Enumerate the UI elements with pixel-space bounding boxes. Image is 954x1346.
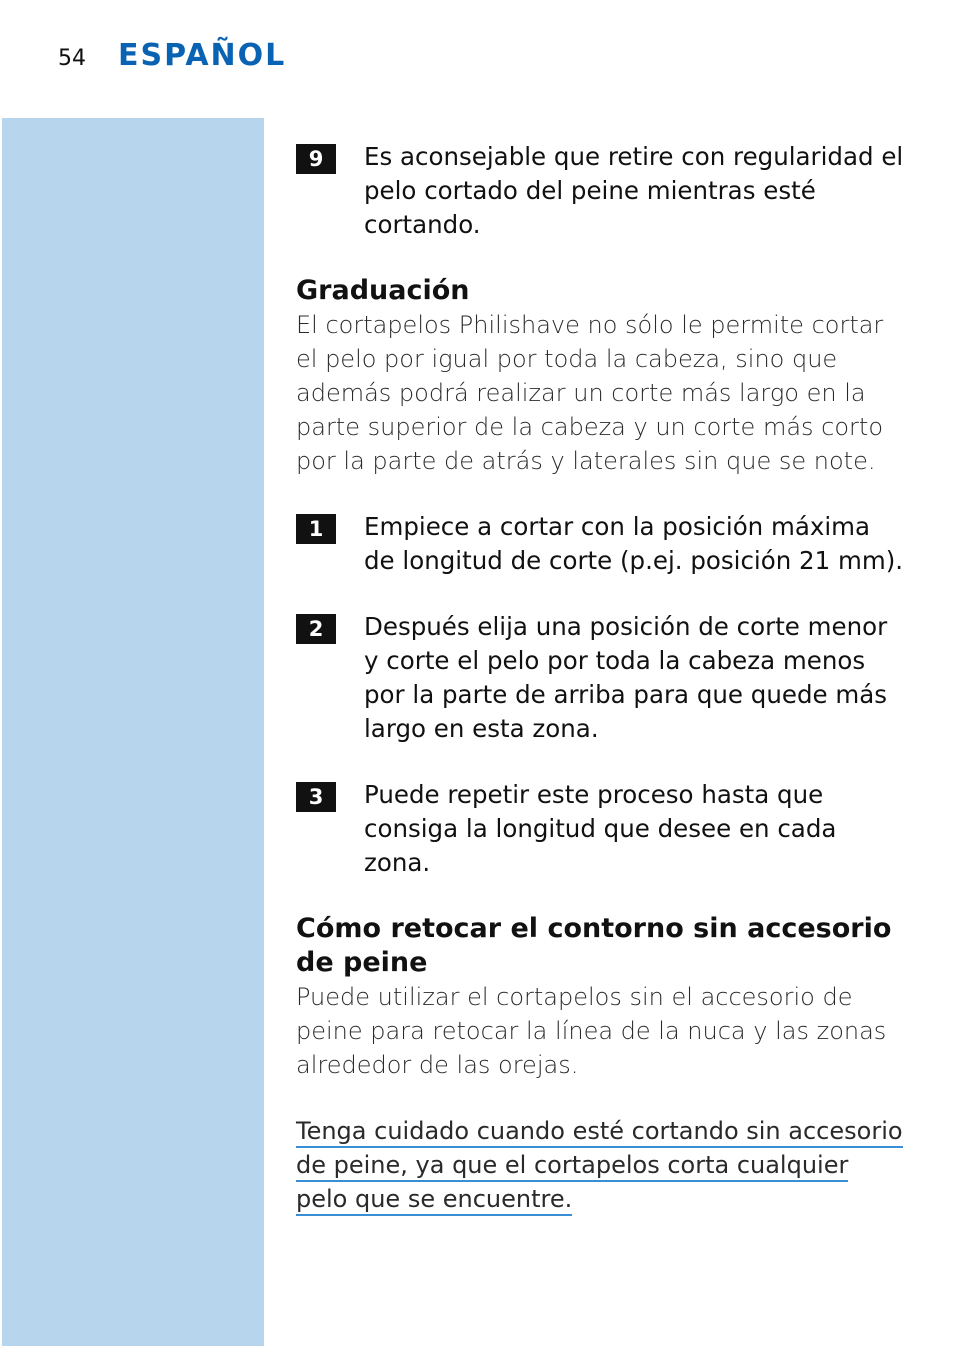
step-number-badge: 9 [296,144,336,174]
page-number: 54 [58,46,86,71]
caution-notice-text: Tenga cuidado cuando esté cortando sin accesorio de peine, ya que el cortapelos corta cualquier pelo que se encuentre. [296,1117,903,1216]
sidebar-panel [2,118,264,1346]
step-number-badge: 3 [296,782,336,812]
section-label: ESPAÑOL [118,38,287,73]
trim-section [296,912,906,1216]
step-text: Empiece a cortar con la posición máxima de longitud de corte (p.ej. posición 21 mm). [364,512,904,575]
main-content [296,140,906,1216]
trim-body: Puede utilizar el cortapelos sin el accesorio de peine para retocar la línea de la nuca y las zonas alrededor de las orejas. [296,983,887,1079]
step-number-badge: 1 [296,514,336,544]
graduation-body: El cortapelos Philishave no sólo le permite cortar el pelo por igual por toda la cabeza, sino que además podrá realizar un corte más largo en la parte superior de la cabeza y un corte más corto por la parte de atrás y laterales sin que se note. [296,311,884,475]
page-header [58,38,286,78]
graduation-heading: Graduación [296,275,470,306]
step-number-badge: 2 [296,614,336,644]
step-9 [296,140,906,242]
step-1 [296,510,906,578]
step-text: Es aconsejable que retire con regularidad el pelo cortado del peine mientras esté cortando. [364,142,904,239]
step-3 [296,778,906,880]
graduation-section [296,274,906,478]
trim-heading: Cómo retocar el contorno sin accesorio de peine [296,913,892,978]
caution-notice [296,1114,906,1216]
step-2 [296,610,906,746]
step-text: Después elija una posición de corte menor y corte el pelo por toda la cabeza menos por la parte de arriba para que quede más largo en esta zona. [364,612,888,743]
step-text: Puede repetir este proceso hasta que consiga la longitud que desee en cada zona. [364,780,837,877]
